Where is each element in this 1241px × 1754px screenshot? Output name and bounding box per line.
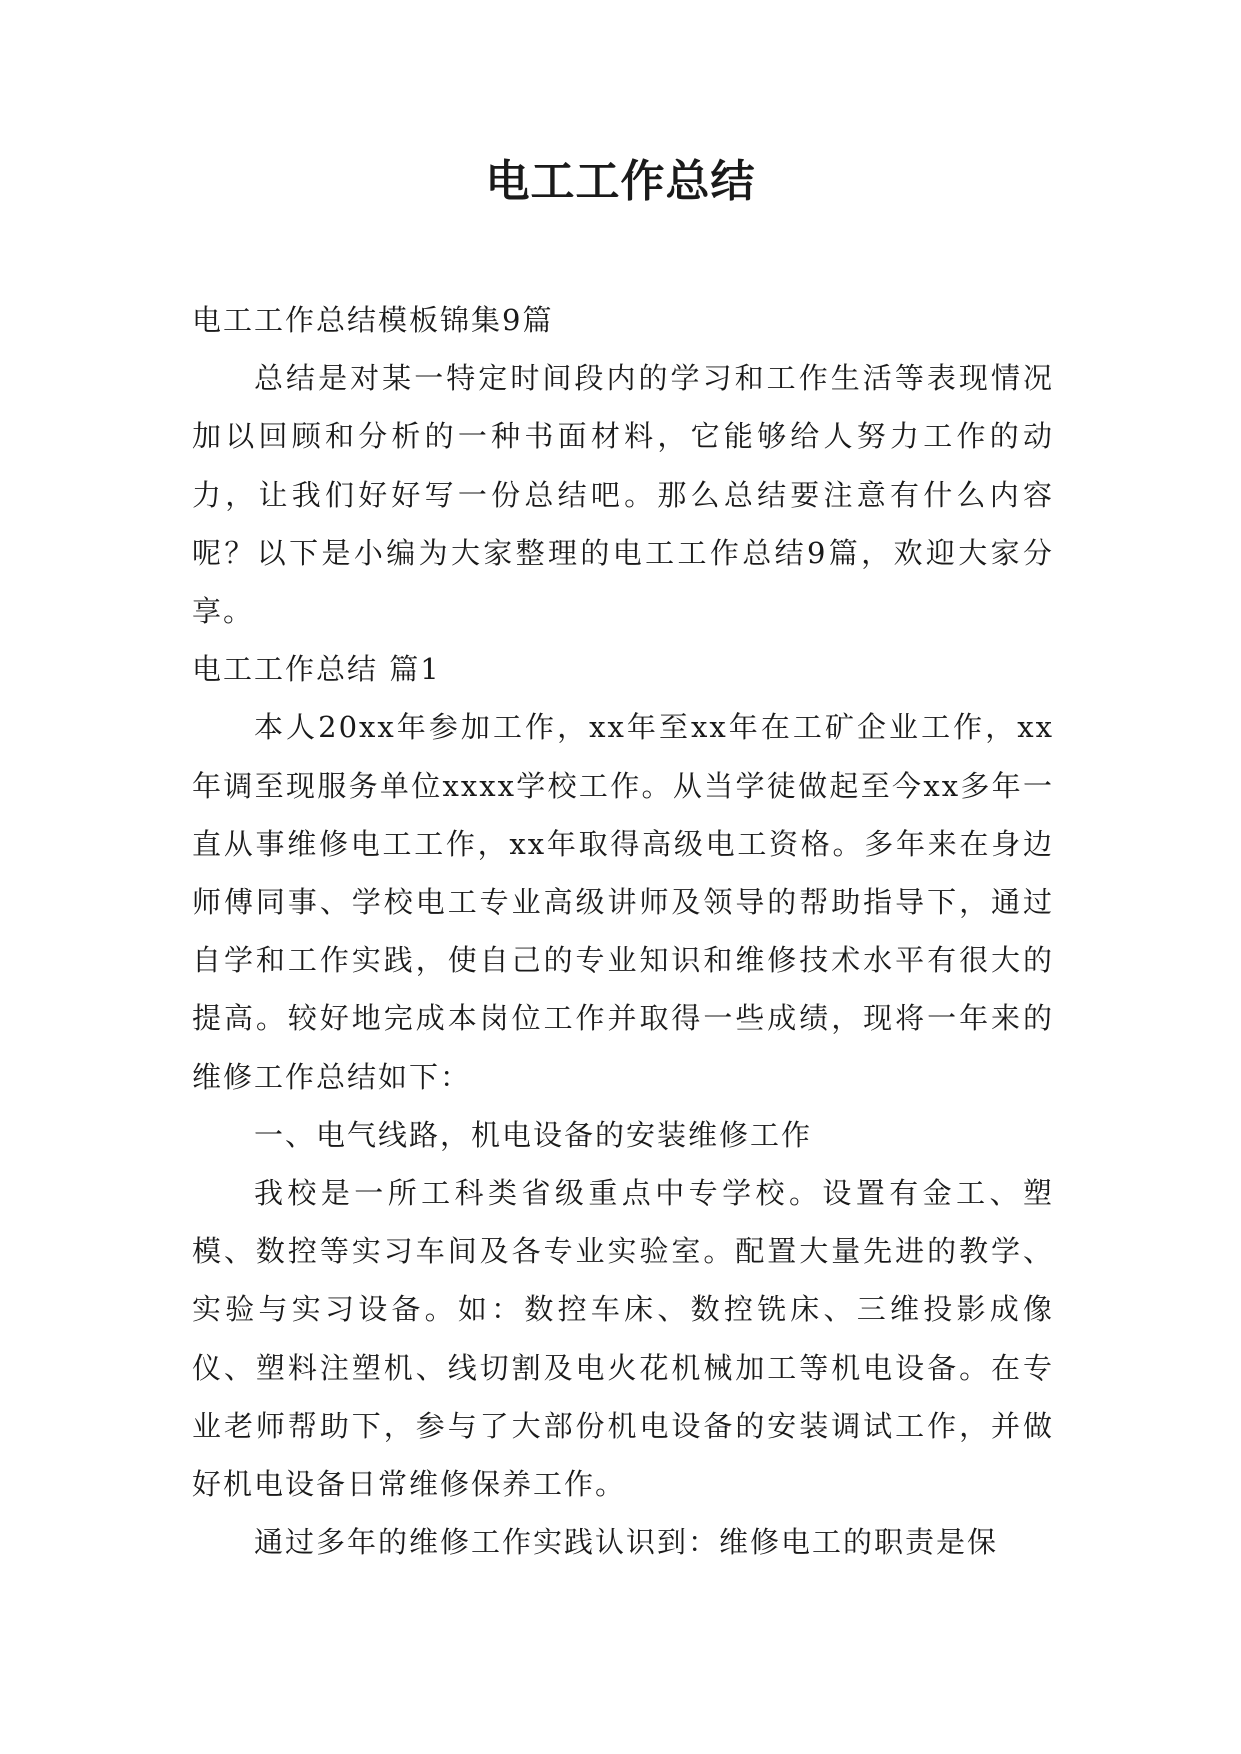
subtitle-paragraph: 电工工作总结模板锦集9篇: [192, 303, 554, 337]
section-heading: 电工工作总结 篇1: [192, 652, 441, 687]
body-paragraph: 我校是一所工科类省级重点中专学校。设置有金工、塑模、数控等实习车间及各专业实验室。配置大量先进的教学、实验与实习设备。如：数控车床、数控铣床、三维投影成像仪、塑料注塑机、线切割及电火花机械加工等机电设备。在专业老师帮助下，参与了大部份机电设备的安装调试工作，并做好机电设备日常维修保养工作。: [192, 1176, 1054, 1502]
document-body: [192, 291, 1054, 1571]
document-title: 电工工作总结: [485, 156, 756, 207]
intro-paragraph: 总结是对某一特定时间段内的学习和工作生活等表现情况加以回顾和分析的一种书面材料，它能够给人努力工作的动力，让我们好好写一份总结吧。那么总结要注意有什么内容呢？以下是小编为大家整理的电工工作总结9篇，欢迎大家分享。: [192, 361, 1054, 629]
body-paragraph: 本人20xx年参加工作，xx年至xx年在工矿企业工作，xx年调至现服务单位xxxx学校工作。从当学徒做起至今xx多年一直从事维修电工工作，xx年取得高级电工资格。多年来在身边师傅同事、学校电工专业高级讲师及领导的帮助指导下，通过自学和工作实践，使自己的专业知识和维修技术水平有很大的提高。较好地完成本岗位工作并取得一些成绩，现将一年来的维修工作总结如下：: [192, 710, 1054, 1094]
subsection-heading: 一、电气线路，机电设备的安装维修工作: [254, 1117, 813, 1152]
body-paragraph: 通过多年的维修工作实践认识到：维修电工的职责是保: [254, 1525, 999, 1560]
